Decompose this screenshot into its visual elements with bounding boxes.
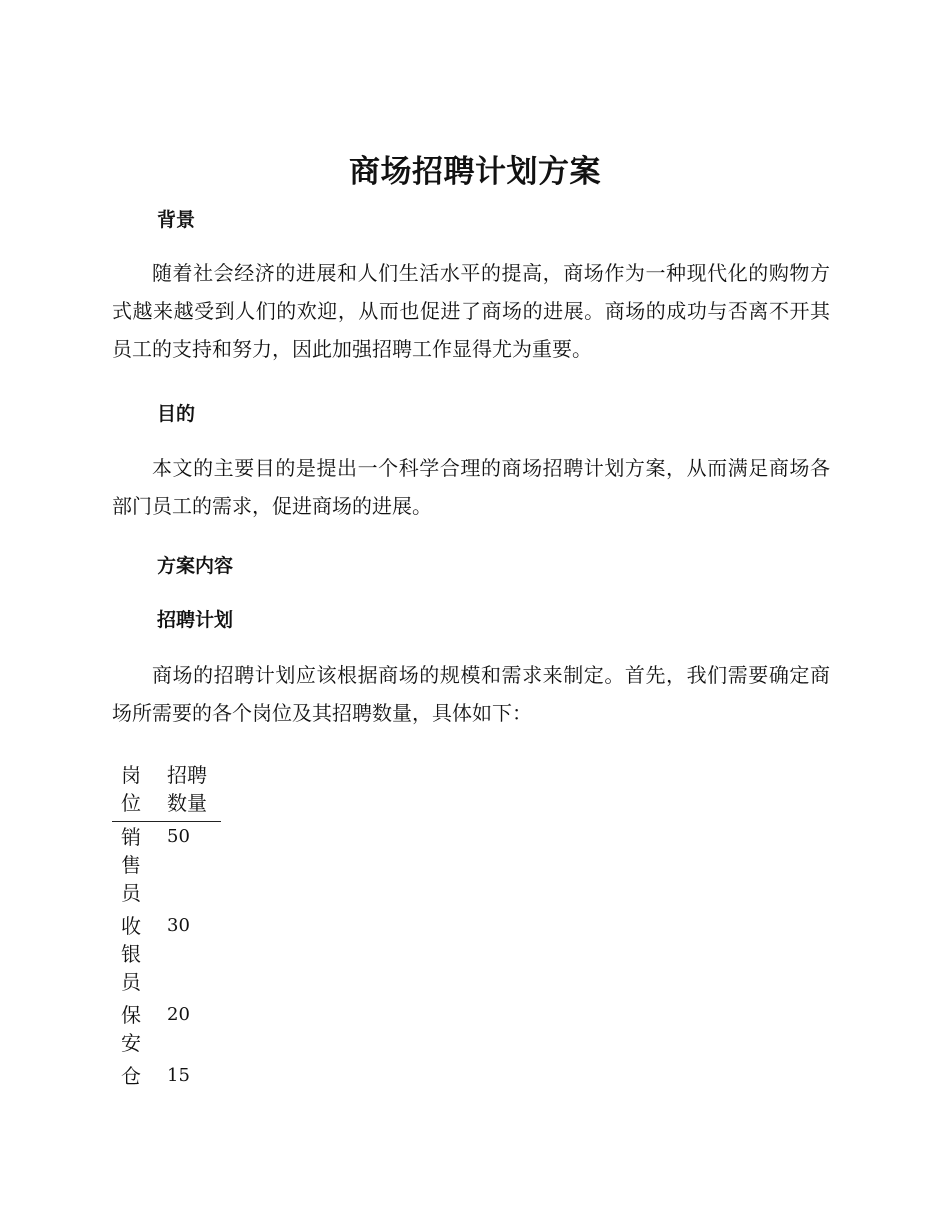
table-row: [112, 1061, 221, 1094]
table-cell-count: 30: [167, 915, 190, 936]
paragraph-background: 随着社会经济的进展和人们生活水平的提高，商场作为一种现代化的购物方式越来越受到人们的欢迎，从而也促进了商场的进展。商场的成功与否离不开其员工的支持和努力，因此加强招聘工作显得尤为重要。: [112, 261, 830, 361]
paragraph-purpose: 本文的主要目的是提出一个科学合理的商场招聘计划方案，从而满足商场各部门员工的需求，促进商场的进展。: [112, 456, 830, 518]
table-header-row: [112, 760, 221, 822]
table-cell-position: 仓: [121, 1064, 141, 1088]
heading-plan: 招聘计划: [157, 609, 234, 631]
table-cell-count: 15: [167, 1065, 190, 1086]
table-cell-count: 50: [167, 826, 190, 847]
heading-purpose: 目的: [157, 403, 196, 425]
table-header-count: 招聘数量: [154, 760, 221, 822]
table-cell-count: 20: [167, 1004, 190, 1025]
heading-background: 背景: [157, 209, 196, 231]
table-row: [112, 911, 221, 1000]
document-title: 商场招聘计划方案: [349, 154, 601, 190]
heading-content: 方案内容: [157, 555, 234, 577]
table-row: [112, 822, 221, 912]
table-cell-position: 销售员: [121, 825, 141, 905]
recruitment-table: [112, 760, 221, 1094]
table-header-position: 岗位: [112, 760, 154, 822]
paragraph-plan: 商场的招聘计划应该根据商场的规模和需求来制定。首先，我们需要确定商场所需要的各个岗位及其招聘数量，具体如下：: [112, 663, 830, 725]
table-cell-position: 保安: [121, 1003, 141, 1055]
table-row: [112, 1000, 221, 1061]
table-cell-position: 收银员: [121, 914, 141, 994]
